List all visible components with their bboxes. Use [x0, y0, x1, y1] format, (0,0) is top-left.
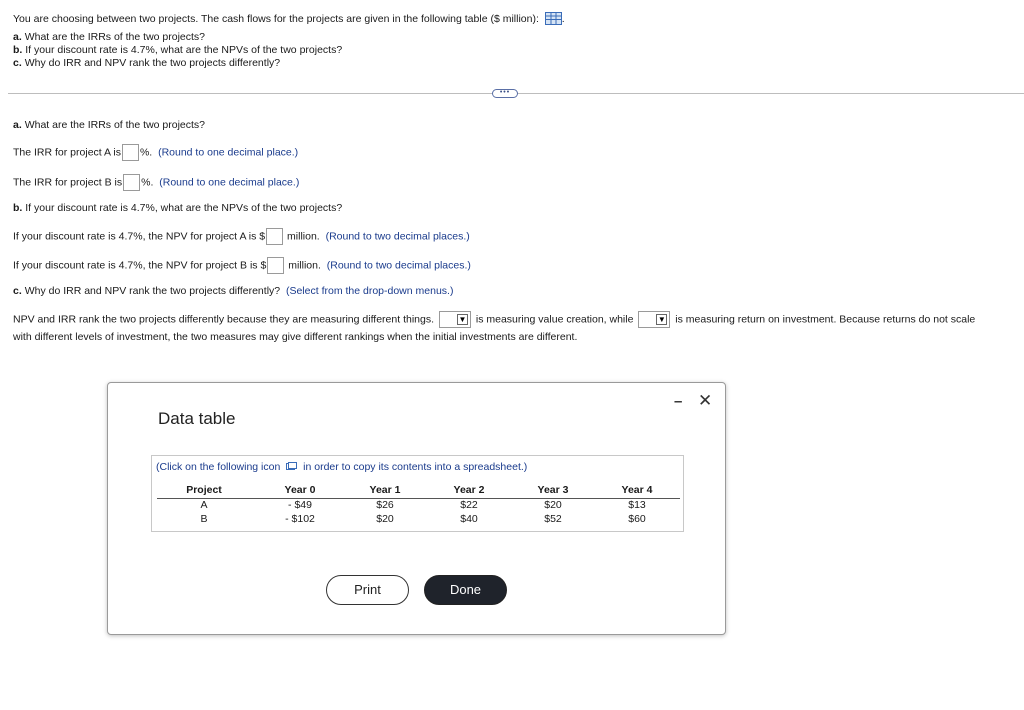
table-cell: $40	[460, 513, 478, 525]
data-table-modal	[107, 382, 726, 635]
npv-b-line: If your discount rate is 4.7%, the NPV for project B is $ million. (Round to two decimal places.)	[13, 257, 471, 274]
col-header-year4: Year 4	[621, 484, 653, 496]
irr-b-line: The IRR for project B is %. (Round to one decimal place.)	[13, 174, 299, 191]
table-cell: A	[200, 499, 208, 511]
minimize-icon[interactable]: –	[674, 393, 683, 410]
npv-a-input[interactable]	[266, 228, 283, 245]
irr-a-input[interactable]	[122, 144, 139, 161]
part-c-heading: c. Why do IRR and NPV rank the two projects differently? (Select from the drop-down menus.)	[13, 285, 454, 297]
copy-spreadsheet-icon[interactable]	[286, 462, 297, 474]
modal-title: Data table	[158, 409, 236, 428]
col-header-project: Project	[186, 484, 222, 496]
question-intro: You are choosing between two projects. The cash flows for the projects are given in the following table ($ million): .	[13, 12, 565, 28]
irr-a-hint: (Round to one decimal place.)	[158, 146, 299, 159]
table-cell: $26	[376, 499, 394, 511]
npv-b-input[interactable]	[267, 257, 284, 274]
npv-a-hint: (Round to two decimal places.)	[325, 230, 470, 243]
part-a-heading: a. What are the IRRs of the two projects?	[13, 119, 206, 131]
col-header-year1: Year 1	[369, 484, 401, 496]
dropdown-arrow-icon: ▼	[458, 315, 467, 324]
measure-dropdown-1[interactable]	[439, 311, 471, 328]
irr-b-hint: (Round to one decimal place.)	[159, 176, 300, 189]
col-header-year2: Year 2	[453, 484, 485, 496]
cash-flow-table	[151, 455, 684, 532]
question-part-b: b. If your discount rate is 4.7%, what are the NPVs of the two projects?	[13, 44, 343, 56]
table-cell: $20	[544, 499, 562, 511]
print-button[interactable]: Print	[326, 575, 409, 605]
table-cell: $60	[628, 513, 646, 525]
npv-b-hint: (Round to two decimal places.)	[326, 259, 471, 272]
table-cell: $20	[376, 513, 394, 525]
close-icon[interactable]: ✕	[698, 391, 713, 410]
question-part-c: c. Why do IRR and NPV rank the two projects differently?	[13, 57, 281, 69]
part-c-sentence-cont: with different levels of investment, the two measures may give different rankings when the initial investments are different.	[13, 331, 578, 343]
irr-b-input[interactable]	[123, 174, 140, 191]
expand-question-button[interactable]: •••	[492, 89, 518, 98]
col-header-year0: Year 0	[284, 484, 316, 496]
table-cell: - $102	[285, 513, 315, 525]
part-c-sentence: NPV and IRR rank the two projects differently because they are measuring different things. ▼ is measuring value creation, while ▼ is measuring return on investment. Because returns do not scale	[13, 311, 975, 328]
question-part-a: a. What are the IRRs of the two projects?	[13, 31, 206, 43]
table-cell: $13	[628, 499, 646, 511]
measure-dropdown-2[interactable]	[638, 311, 670, 328]
dropdown-arrow-icon: ▼	[657, 315, 666, 324]
npv-a-line: If your discount rate is 4.7%, the NPV for project A is $ million. (Round to two decimal places.)	[13, 228, 470, 245]
copy-hint: (Click on the following icon in order to copy its contents into a spreadsheet.)	[156, 461, 528, 473]
irr-a-line: The IRR for project A is %. (Round to one decimal place.)	[13, 144, 298, 161]
table-cell: - $49	[288, 499, 312, 511]
table-cell: B	[200, 513, 208, 525]
table-cell: $52	[544, 513, 562, 525]
col-header-year3: Year 3	[537, 484, 569, 496]
part-b-heading: b. If your discount rate is 4.7%, what are the NPVs of the two projects?	[13, 202, 343, 214]
data-table-grid-icon[interactable]	[545, 12, 562, 28]
table-cell: $22	[460, 499, 478, 511]
done-button[interactable]: Done	[424, 575, 507, 605]
